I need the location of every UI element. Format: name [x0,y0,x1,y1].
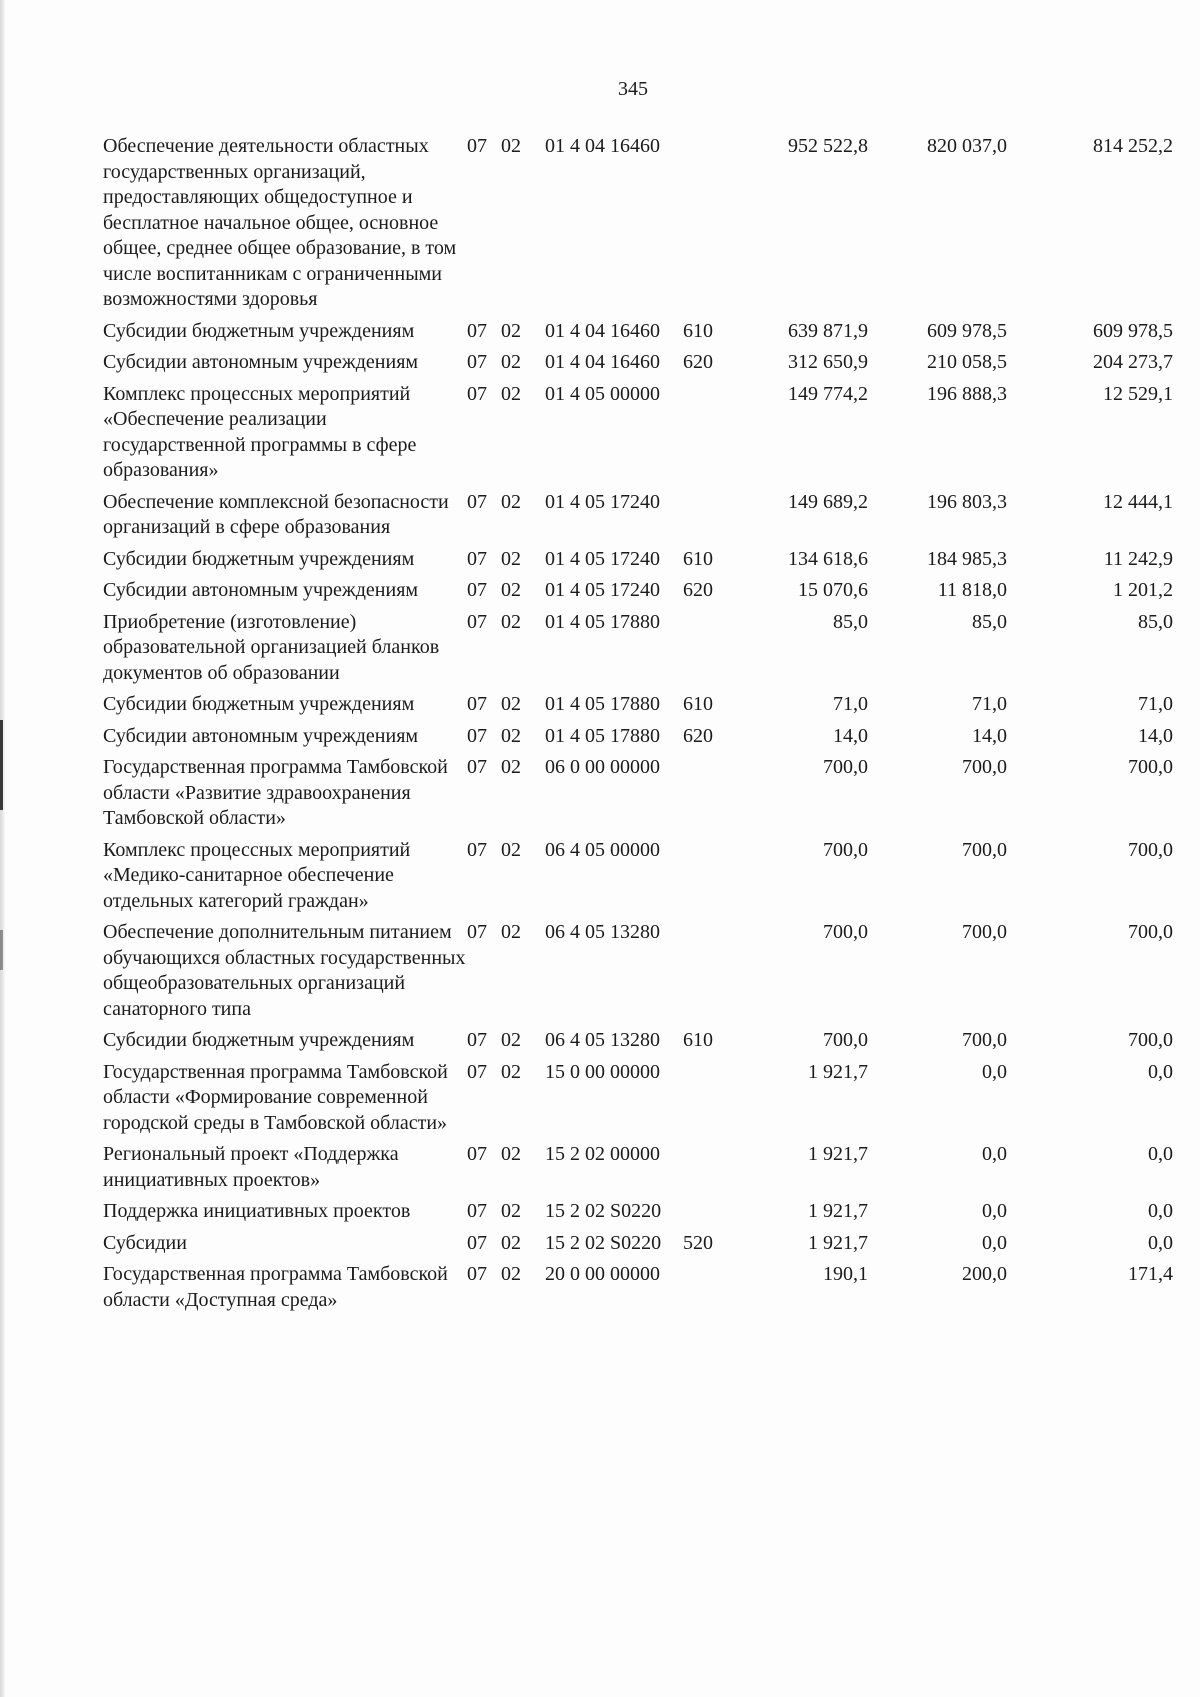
amount-year-3: 0,0 [1148,1200,1173,1222]
section-code: 07 [467,756,487,778]
expense-type-code [683,1262,751,1319]
row-name: Субсидии автономным учреждениям [103,351,419,373]
subsection-code: 02 [501,1263,521,1285]
amount-year-1: 700,0 [823,921,868,943]
table-row [103,1060,1173,1143]
subsection-code: 02 [501,693,521,715]
amount-year-2: 700,0 [962,921,1007,943]
amount-year-1: 190,1 [823,1263,868,1285]
amount-year-1: 149 774,2 [788,382,868,405]
table-row [103,610,1173,693]
section-code: 07 [467,382,487,405]
expense-type-code [683,920,751,1028]
target-article-code: 15 2 02 S0220 [545,1231,662,1254]
section-code: 07 [467,1263,487,1285]
section-code: 07 [467,1143,487,1165]
amount-year-2: 0,0 [982,1060,1007,1083]
amount-year-1: 14,0 [833,724,868,747]
table-row [103,1262,1173,1319]
amount-year-3: 0,0 [1148,1060,1173,1083]
target-article-code: 15 2 02 00000 [545,1143,660,1165]
amount-year-3: 0,0 [1148,1231,1173,1254]
amount-year-3: 0,0 [1148,1143,1173,1165]
table-row [103,319,1173,351]
row-name: Субсидии бюджетным учреждениям [103,1029,415,1051]
section-code: 07 [467,1200,487,1222]
target-article-code: 01 4 04 16460 [545,319,660,342]
section-code: 07 [467,693,487,715]
target-article-code: 15 2 02 S0220 [545,1200,662,1222]
target-article-code: 06 4 05 13280 [545,1029,660,1051]
amount-year-2: 0,0 [982,1231,1007,1254]
amount-year-1: 134 618,6 [788,547,868,570]
target-article-code: 01 4 05 17880 [545,610,660,633]
section-code: 07 [467,490,487,513]
amount-year-3: 700,0 [1128,756,1173,778]
table-row [103,382,1173,490]
amount-year-2: 700,0 [962,756,1007,778]
table-row [103,1028,1173,1060]
target-article-code: 01 4 04 16460 [545,351,660,373]
expense-type-code [683,490,751,547]
section-code: 07 [467,319,487,342]
amount-year-1: 149 689,2 [788,490,868,513]
amount-year-2: 200,0 [962,1263,1007,1285]
row-name: Субсидии [103,1231,187,1254]
expense-type-code [683,1060,751,1143]
amount-year-2: 14,0 [972,724,1007,747]
subsection-code: 02 [501,1029,521,1051]
expense-type-code: 610 [683,547,713,570]
section-code: 07 [467,1060,487,1083]
table-row [103,724,1173,756]
amount-year-2: 196 803,3 [927,490,1007,513]
subsection-code: 02 [501,756,521,778]
amount-year-1: 71,0 [833,693,868,715]
amount-year-3: 71,0 [1138,693,1173,715]
section-code: 07 [467,921,487,943]
budget-table [103,134,1173,1319]
table-row [103,838,1173,921]
row-name: Обеспечение дополнительным питанием обучающихся областных государственных общеобразовательных организаций санаторного типа [103,921,466,1020]
table-row [103,692,1173,724]
amount-year-3: 85,0 [1138,610,1173,633]
amount-year-1: 312 650,9 [788,351,868,373]
amount-year-1: 85,0 [833,610,868,633]
target-article-code: 06 0 00 00000 [545,756,660,778]
expense-type-code: 620 [683,724,713,747]
row-name: Комплекс процессных мероприятий «Медико-санитарное обеспечение отдельных категорий граждан» [103,838,411,912]
row-name: Поддержка инициативных проектов [103,1200,411,1222]
target-article-code: 06 4 05 13280 [545,921,660,943]
subsection-code: 02 [501,135,521,157]
table-row [103,134,1173,319]
subsection-code: 02 [501,547,521,570]
amount-year-1: 1 921,7 [808,1200,868,1222]
target-article-code: 01 4 05 17880 [545,693,660,715]
section-code: 07 [467,1231,487,1254]
subsection-code: 02 [501,351,521,373]
section-code: 07 [467,351,487,373]
row-name: Обеспечение деятельности областных государственных организаций, предоставляющих общедоступное и бесплатное начальное общее, основное общее, среднее общее образование, в том числе воспитанникам с ограниченными возможностями здоровья [103,135,457,310]
amount-year-1: 1 921,7 [808,1060,868,1083]
amount-year-3: 14,0 [1138,724,1173,747]
amount-year-3: 814 252,2 [1093,135,1173,157]
expense-type-code [683,838,751,921]
amount-year-3: 609 978,5 [1093,319,1173,342]
row-name: Субсидии автономным учреждениям [103,579,419,601]
amount-year-2: 700,0 [962,838,1007,861]
expense-type-code [683,1199,751,1231]
amount-year-2: 210 058,5 [927,351,1007,373]
amount-year-3: 12 444,1 [1103,490,1173,513]
amount-year-2: 820 037,0 [927,135,1007,157]
amount-year-1: 700,0 [823,838,868,861]
subsection-code: 02 [501,1060,521,1083]
amount-year-3: 1 201,2 [1113,579,1173,601]
target-article-code: 15 0 00 00000 [545,1060,660,1083]
amount-year-1: 15 070,6 [798,579,868,601]
amount-year-3: 11 242,9 [1103,547,1173,570]
expense-type-code [683,134,751,319]
scan-artifact [0,930,3,970]
expense-type-code: 610 [683,693,713,715]
target-article-code: 01 4 05 17240 [545,579,660,601]
amount-year-3: 700,0 [1128,1029,1173,1051]
subsection-code: 02 [501,319,521,342]
expense-type-code: 620 [683,579,713,601]
table-row [103,350,1173,382]
row-name: Государственная программа Тамбовской области «Формирование современной городской среды в Тамбовской области» [103,1060,448,1134]
expense-type-code [683,1142,751,1199]
section-code: 07 [467,547,487,570]
amount-year-2: 71,0 [972,693,1007,715]
table-row [103,547,1173,579]
row-name: Обеспечение комплексной безопасности организаций в сфере образования [103,490,449,538]
table-row [103,578,1173,610]
amount-year-1: 639 871,9 [788,319,868,342]
amount-year-3: 171,4 [1128,1263,1173,1285]
subsection-code: 02 [501,1143,521,1165]
table-row [103,755,1173,838]
row-name: Региональный проект «Поддержка инициативных проектов» [103,1143,399,1191]
expense-type-code [683,382,751,490]
subsection-code: 02 [501,490,521,513]
expense-type-code: 610 [683,1029,713,1051]
subsection-code: 02 [501,579,521,601]
target-article-code: 01 4 04 16460 [545,135,660,157]
page-number: 345 [618,78,648,100]
section-code: 07 [467,838,487,861]
amount-year-2: 0,0 [982,1143,1007,1165]
subsection-code: 02 [501,1200,521,1222]
subsection-code: 02 [501,1231,521,1254]
subsection-code: 02 [501,382,521,405]
scan-edge [0,0,5,1697]
table-row [103,920,1173,1028]
amount-year-1: 700,0 [823,1029,868,1051]
row-name: Государственная программа Тамбовской области «Доступная среда» [103,1263,448,1311]
amount-year-2: 700,0 [962,1029,1007,1051]
expense-type-code: 520 [683,1231,713,1254]
table-row [103,1199,1173,1231]
amount-year-1: 1 921,7 [808,1231,868,1254]
section-code: 07 [467,724,487,747]
amount-year-1: 700,0 [823,756,868,778]
row-name: Субсидии автономным учреждениям [103,724,419,747]
target-article-code: 01 4 05 17880 [545,724,660,747]
amount-year-2: 196 888,3 [927,382,1007,405]
target-article-code: 20 0 00 00000 [545,1263,660,1285]
subsection-code: 02 [501,610,521,633]
amount-year-3: 12 529,1 [1103,382,1173,405]
subsection-code: 02 [501,921,521,943]
scan-artifact [0,720,3,810]
amount-year-2: 0,0 [982,1200,1007,1222]
amount-year-3: 700,0 [1128,838,1173,861]
section-code: 07 [467,610,487,633]
amount-year-2: 184 985,3 [927,547,1007,570]
table-row [103,1231,1173,1263]
subsection-code: 02 [501,724,521,747]
expense-type-code [683,610,751,693]
row-name: Субсидии бюджетным учреждениям [103,547,415,570]
amount-year-1: 1 921,7 [808,1143,868,1165]
row-name: Государственная программа Тамбовской области «Развитие здравоохранения Тамбовской области» [103,756,448,829]
subsection-code: 02 [501,838,521,861]
expense-type-code: 610 [683,319,713,342]
target-article-code: 01 4 05 17240 [545,547,660,570]
row-name: Комплекс процессных мероприятий «Обеспечение реализации государственной программы в сфере образования» [103,382,417,481]
expense-type-code: 620 [683,351,713,373]
target-article-code: 06 4 05 00000 [545,838,660,861]
row-name: Субсидии бюджетным учреждениям [103,319,415,342]
amount-year-2: 85,0 [972,610,1007,633]
amount-year-2: 11 818,0 [937,579,1007,601]
target-article-code: 01 4 05 00000 [545,382,660,405]
section-code: 07 [467,579,487,601]
row-name: Приобретение (изготовление) образовательной организацией бланков документов об образовании [103,610,440,684]
section-code: 07 [467,1029,487,1051]
section-code: 07 [467,135,487,157]
amount-year-1: 952 522,8 [788,135,868,157]
row-name: Субсидии бюджетным учреждениям [103,693,415,715]
amount-year-3: 204 273,7 [1093,351,1173,373]
table-row [103,490,1173,547]
table-row [103,1142,1173,1199]
amount-year-2: 609 978,5 [927,319,1007,342]
expense-type-code [683,755,751,838]
amount-year-3: 700,0 [1128,921,1173,943]
target-article-code: 01 4 05 17240 [545,490,660,513]
